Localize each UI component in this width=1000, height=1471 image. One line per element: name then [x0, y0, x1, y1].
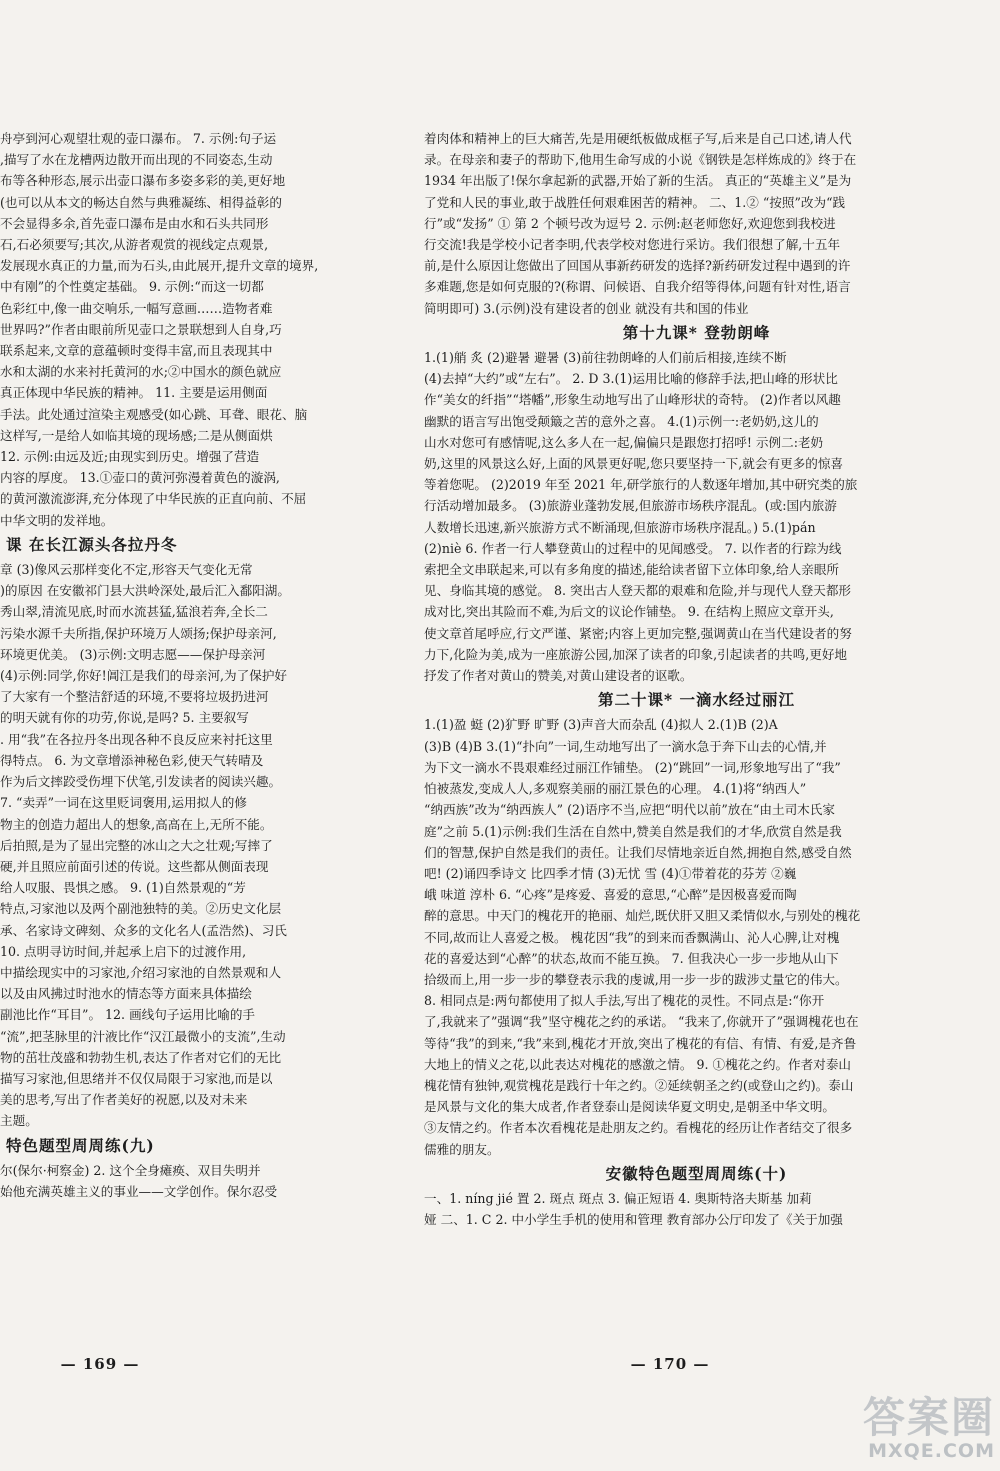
right-text-block-4 [424, 1188, 969, 1230]
text-line: 特点,习家池以及两个副池独特的美。②历史文化层 [0, 901, 282, 917]
text-line: 人数增长迅速,新兴旅游方式不断涌现,但旅游市场秩序混乱。) 5.(1)pán [424, 519, 816, 535]
text-line: 不同,故而让人喜爱之极。 槐花因“我”的到来而香飘满山、沁人心脾,让对槐 [424, 929, 840, 945]
section-title-lesson-19: 第十九课* 登勃朗峰 [622, 322, 771, 342]
text-line: 8. 相同点是:两句都使用了拟人手法,写出了槐花的灵性。不同点是:“你开 [424, 993, 825, 1009]
text-line: 章 (3)像风云那样变化不定,形容天气变化无常 [0, 562, 253, 578]
text-line: 主题。 [0, 1113, 38, 1129]
text-line: 儒雅的朋友。 [424, 1141, 500, 1157]
section-title-weekly-10: 安徽特色题型周周练(十) [605, 1163, 788, 1183]
text-line: 世界吗?”作者由眼前所见壶口之景联想到人自身,巧 [0, 321, 282, 337]
text-line: 峨 味道 淳朴 6. “心疼”是疼爱、喜爱的意思,“心醉”是因极喜爱而陶 [424, 887, 797, 903]
text-line: 物主的创造力超出人的想象,高高在上,无所不能。 [0, 816, 273, 832]
right-text-block-2 [424, 347, 969, 686]
text-line: 秀山翠,清流见底,时而水流甚猛,猛浪若奔,全长二 [0, 604, 268, 620]
text-line: (4)去掉“大约”或“左右”。 2. D 3.(1)运用比喻的修辞手法,把山峰的形状比 [424, 371, 838, 387]
text-line: 7. “卖弄”一词在这里贬词褒用,运用拟人的修 [0, 795, 247, 811]
text-line: 1934 年出版了!保尔拿起新的武器,开始了新的生活。 真正的“英雄主义”是为 [424, 173, 852, 189]
watermark-url: MXQE.COM [868, 1440, 995, 1462]
text-line: 了,我就来了”强调“我”坚守槐花之约的承诺。 “我来了,你就开了”强调槐花也在 [424, 1014, 859, 1030]
left-text-block-1 [0, 128, 405, 531]
text-line: 行活动增加最多。 (3)旅游业蓬勃发展,但旅游市场秩序混乱。(或:国内旅游 [424, 498, 837, 514]
text-line: 发展现水真正的力量,而为石头,由此展开,提升文章的境界, [0, 258, 319, 274]
text-line: 这样写,一是给人如临其境的现场感;二是从侧面烘 [0, 427, 273, 443]
text-line: 的明天就有你的功劳,你说,是吗? 5. 主要叙写 [0, 710, 249, 726]
text-line: 索把全文串联起来,可以有多角度的描述,能给读者留下立体印象,给人亲眼所 [424, 562, 840, 578]
watermark-logo [815, 1395, 995, 1465]
text-line: 怕被蒸发,变成人人,多观察美丽的丽江景色的心理。 4.(1)将“纳西人” [424, 781, 807, 797]
text-line: 抒发了作者对黄山的赞美,对黄山建设者的讴歌。 [424, 668, 693, 684]
text-line: 作为后文摔跤受伤埋下伏笔,引发读者的阅读兴趣。 [0, 774, 282, 790]
text-line: 奶,这里的风景这么好,上面的风景更好呢,您只要坚持一下,就会有更多的惊喜 [424, 456, 844, 472]
text-line: 见、身临其境的感觉。 8. 突出古人登天都的艰难和危险,并与现代人登天都形 [424, 583, 852, 599]
text-line: (4)示例:同学,你好!阊江是我们的母亲河,为了保护好 [0, 668, 288, 684]
text-line: 一、1. níng jié 置 2. 斑点 斑点 3. 偏正短语 4. 奥斯特洛夫斯基 加莉 [424, 1190, 812, 1206]
text-line: 力下,化险为美,成为一座旅游公园,加深了读者的印象,引起读者的共鸣,更好地 [424, 646, 848, 662]
text-line: (2)niè 6. 作者一行人攀登黄山的过程中的见闻感受。 7. 以作者的行踪为线 [424, 540, 842, 556]
text-line: 了党和人民的事业,敢于战胜任何艰难困苦的精神。 二、1.② “按照”改为“践 [424, 194, 846, 210]
left-text-block-3 [0, 1160, 405, 1202]
text-line: 槐花情有独钟,观赏槐花是践行十年之约。②延续朝圣之约(或登山之约)。泰山 [424, 1077, 854, 1093]
right-text-block-1 [424, 128, 969, 319]
text-line: 山水对您可有感情呢,这么多人在一起,偏偏只是跟您打招呼! 示例二:老奶 [424, 434, 824, 450]
right-text-block-3 [424, 714, 969, 1159]
text-line: 多难题,您是如何克服的?(称谓、问候语、自我介绍等得体,问题有针对性,语言 [424, 279, 851, 295]
text-line: 给人叹服、畏惧之感。 9. (1)自然景观的“芳 [0, 880, 246, 896]
text-line: ,描写了水在龙槽两边散开而出现的不同姿态,生动 [0, 152, 273, 168]
text-line: 尔(保尔·柯察金) 2. 这个全身瘫痪、双目失明并 [0, 1162, 261, 1178]
text-line: 们的智慧,保护自然是我们的责任。让我们尽情地亲近自然,拥抱自然,感受自然 [424, 844, 852, 860]
text-line: 作“美女的纤指”“塔幡”,形象生动地写出了山峰形状的奇特。 (2)作者以风趣 [424, 392, 841, 408]
text-line: 大地上的情义之花,以此表达对槐花的感激之情。 9. ①槐花之约。作者对泰山 [424, 1056, 852, 1072]
text-line: 简明即可) 3.(示例)没有建设者的创业 就没有共和国的伟业 [424, 300, 749, 316]
text-line: 前,是什么原因让您做出了回国从事新药研发的选择?新药研发过程中遇到的许 [424, 258, 851, 274]
text-line: 行”或“发扬” ① 第 2 个顿号改为逗号 2. 示例:赵老师您好,欢迎您到我校进 [424, 215, 836, 231]
text-line: 描写习家池,但思绪并不仅仅局限于习家池,而是以 [0, 1070, 273, 1086]
text-line: 是风景与文化的集大成者,作者登泰山是阅读华夏文明史,是朝圣中华文明。 [424, 1099, 836, 1115]
text-line: 花的喜爱达到“心醉”的状态,故而不能互换。 7. 但我决心一步一步地从山下 [424, 950, 839, 966]
text-line: 庭”之前 5.(1)示例:我们生活在自然中,赞美自然是我们的才华,欣赏自然是我 [424, 823, 842, 839]
text-line: 承、名家诗文碑刻、众多的文化名人(孟浩然)、习氏 [0, 922, 287, 938]
text-line: 得特点。 6. 为文章增添神秘色彩,使天气转晴及 [0, 752, 264, 768]
text-line: 中华文明的发祥地。 [0, 512, 114, 528]
text-line: 的黄河激流澎湃,充分体现了中华民族的正直向前、不屈 [0, 491, 307, 507]
text-line: 1.(1)盈 蜓 (2)犷野 旷野 (3)声音大而杂乱 (4)拟人 2.(1)B (2)A [424, 717, 778, 733]
text-line: 色彩红中,像一曲交响乐,一幅写意画……造物者难 [0, 300, 273, 316]
text-line: 布等各种形态,展示出壶口瀑布多姿多彩的美,更好地 [0, 173, 286, 189]
text-line: 行交流!我是学校小记者李明,代表学校对您进行采访。我们很想了解,十五年 [424, 237, 841, 253]
text-line: 中有刚”的个性奠定基础。 9. 示例:“而这一切都 [0, 279, 264, 295]
section-title-weekly-9: 特色题型周周练(九) [6, 1135, 155, 1155]
text-line: 真正体现中华民族的精神。 11. 主要是运用侧面 [0, 385, 268, 401]
section-title-lesson-20: 第二十课* 一滴水经过丽江 [597, 690, 795, 710]
text-line: 等着您呢。 (2)2019 年至 2021 年,研学旅行的人数逐年增加,其中研究类的旅 [424, 477, 858, 493]
text-line: 物的茁壮茂盛和勃勃生机,表达了作者对它们的无比 [0, 1049, 282, 1065]
text-line: ③友情之约。作者本次看槐花是赴朋友之约。看槐花的经历让作者结交了很多 [424, 1120, 853, 1136]
text-line: 始他充满英雄主义的事业——文学创作。保尔忍受 [0, 1183, 278, 1199]
page-number-right: — 170 — [630, 1355, 710, 1373]
watermark-seal: 答案圈 [862, 1393, 995, 1442]
text-line: 拾级而上,用一步一步的攀登表示我的虔诚,用一步一步的跋涉丈量它的伟大。 [424, 971, 848, 987]
text-line: 环境更优美。 (3)示例:文明志愿——保护母亲河 [0, 646, 266, 662]
text-line: 为下文一滴水不畏艰难经过丽江作铺垫。 (2)“跳回”一词,形象地写出了“我” [424, 759, 841, 775]
text-line: 美的思考,写出了作者美好的祝愿,以及对未来 [0, 1092, 248, 1108]
text-line: 1.(1)艄 炙 (2)避暑 避暑 (3)前往勃朗峰的人们前后相接,连续不断 [424, 350, 787, 366]
text-line: (3)B (4)B 3.(1)“扑向”一词,生动地写出了一滴水急于奔下山去的心情,并 [424, 738, 827, 754]
text-line: 使文章首尾呼应,行文严谨、紧密;内容上更加完整,强调黄山在当代建设者的努 [424, 625, 852, 641]
text-line: 等待“我”的到来,“我”来到,槐花才开放,突出了槐花的有信、有情、有爱,是齐鲁 [424, 1035, 857, 1051]
text-line: 手法。此处通过渲染主观感受(如心跳、耳聋、眼花、脑 [0, 406, 308, 422]
text-line: “纳西族”改为“纳西族人” (2)语序不当,应把“明代以前”放在“由土司木氏家 [424, 802, 835, 818]
text-line: . 用“我”在各拉丹冬出现各种不良反应来衬托这里 [0, 731, 273, 747]
text-line: 硬,并且照应前面引述的传说。这些都从侧面表现 [0, 858, 269, 874]
text-line: 石,石必须要写;其次,从游者观赏的视线定点观景, [0, 237, 269, 253]
left-column [0, 128, 405, 1202]
text-line: )的原因 在安徽祁门县大洪岭深处,最后汇入鄱阳湖。 [0, 583, 290, 599]
text-line: 成对比,突出其险而不难,为后文的议论作铺垫。 9. 在结构上照应文章开头, [424, 604, 834, 620]
text-line: 了大家有一个整洁舒适的环境,不要将垃圾扔进河 [0, 689, 269, 705]
page-number-left: — 169 — [60, 1355, 140, 1373]
text-line: 幽默的语言写出饱受颠簸之苦的意外之喜。 4.(1)示例一:老奶奶,这儿的 [424, 413, 819, 429]
text-line: 副池比作“耳目”。 12. 画线句子运用比喻的手 [0, 1007, 256, 1023]
text-line: 内容的厚度。 13.①壶口的黄河弥漫着黄色的漩涡, [0, 470, 280, 486]
text-line: 污染水源千夫所指,保护环境万人颂扬;保护母亲河, [0, 625, 277, 641]
text-line: 12. 示例:由远及近;由现实到历史。增强了营造 [0, 449, 260, 465]
text-line: 联系起来,文章的意蕴顿时变得丰富,而且表现其中 [0, 343, 273, 359]
text-line: 舟亭到河心观望壮观的壶口瀑布。 7. 示例:句子运 [0, 131, 277, 146]
text-line: 吧! (2)诵四季诗文 比四季才情 (3)无忧 雪 (4)①带着花的芬芳 ②巍 [424, 865, 797, 881]
right-column [424, 128, 969, 1230]
text-line: 10. 点明寻访时间,并起承上启下的过渡作用, [0, 943, 247, 959]
text-line: 中描绘现实中的习家池,介绍习家池的自然景观和人 [0, 964, 282, 980]
text-line: 不会显得多余,首先壶口瀑布是由水和石头共同形 [0, 215, 269, 231]
text-line: “流”,把茎脉里的汁液比作“汉江最微小的支流”,生动 [0, 1028, 286, 1044]
section-title-changjiang: 课 在长江源头各拉丹冬 [6, 534, 178, 554]
text-line: 娅 二、1. C 2. 中小学生手机的使用和管理 教育部办公厅印发了《关于加强 [424, 1212, 843, 1228]
text-line: 醉的意思。中天门的槐花开的艳丽、灿烂,既伏肝又胆又柔情似水,与别处的槐花 [424, 908, 861, 924]
text-line: (也可以从本文的畅达自然与典雅凝练、相得益彰的 [0, 194, 282, 210]
text-line: 着肉体和精神上的巨大痛苦,先是用硬纸板做成框子写,后来是自己口述,请人代 [424, 131, 852, 146]
left-text-block-2 [0, 559, 405, 1131]
text-line: 水和太湖的水来衬托黄河的水;②中国水的颜色就应 [0, 364, 282, 380]
text-line: 后拍照,是为了显出完整的冰山之大之壮观;写摔了 [0, 837, 273, 853]
text-line: 以及由风拂过时池水的情态等方面来具体描绘 [0, 986, 252, 1002]
text-line: 录。在母亲和妻子的帮助下,他用生命写成的小说《钢铁是怎样炼成的》终于在 [424, 152, 857, 168]
